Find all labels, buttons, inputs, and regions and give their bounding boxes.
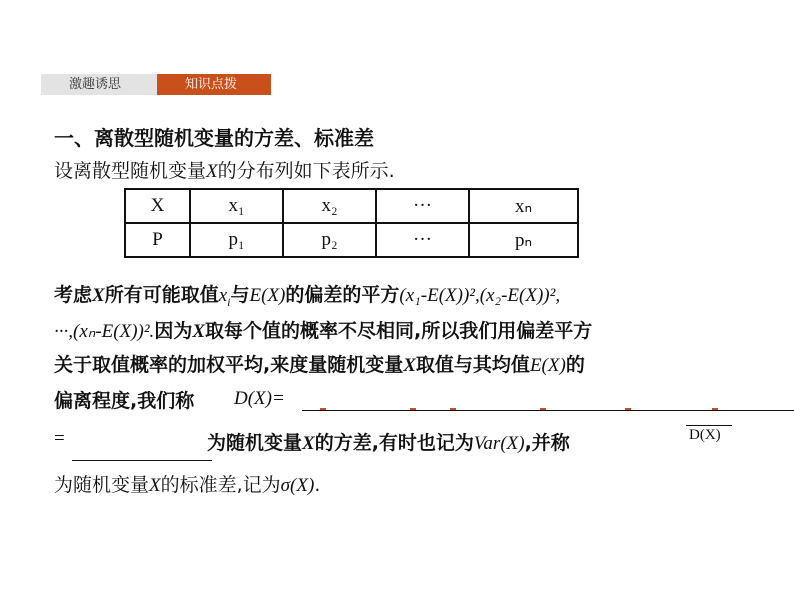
text: X (149, 475, 161, 496)
tab-motivation[interactable]: 激趣诱思 (41, 74, 157, 95)
text: 偏离程度,我们称 (54, 390, 195, 412)
equals-sign: = (54, 428, 65, 449)
variance-label: D(X)= (234, 388, 285, 409)
variance-formula-blank (302, 410, 794, 411)
table-cell: P (125, 223, 190, 257)
tab-knowledge[interactable]: 知识点拨 (157, 74, 271, 95)
table-cell: X (125, 189, 190, 223)
table-cell: x₁ (190, 189, 283, 223)
text: (x₁-E(X))²,(x₂-E(X))², (399, 285, 561, 306)
tab-bar (41, 74, 271, 95)
text: 的方差,有时也记为 (314, 432, 474, 454)
text: . (314, 474, 321, 496)
intro-post: 的分布列如下表所示. (217, 160, 395, 182)
sqrt-radicand: D(X) (689, 427, 721, 443)
faint-mark (410, 408, 416, 410)
text: 与 (230, 284, 250, 306)
text: 因为 (154, 320, 193, 342)
text: X (302, 433, 315, 454)
text: X (403, 355, 416, 376)
intro-pre: 设离散型随机变量 (54, 160, 207, 182)
para-line-1 (54, 280, 560, 310)
faint-mark (450, 408, 456, 410)
text: 取值与其均值 (415, 354, 530, 376)
faint-mark (712, 408, 718, 410)
faint-mark (320, 408, 326, 410)
text: ···,(xₙ-E(X))². (54, 321, 155, 342)
table-cell: ··· (376, 223, 469, 257)
text (218, 285, 231, 309)
para-line-3 (54, 350, 585, 377)
faint-mark (540, 408, 546, 410)
text: E(X) (249, 285, 286, 306)
text: 所有可能取值 (104, 284, 219, 306)
para-line-2 (54, 316, 592, 343)
text: 为随机变量 (207, 432, 303, 454)
table-cell: pₙ (469, 223, 578, 257)
text: X (92, 285, 105, 306)
para-line-6 (54, 470, 320, 497)
variance-expanded-blank (72, 460, 212, 461)
table-cell: p₁ (190, 223, 283, 257)
text: i (227, 294, 231, 309)
distribution-table (124, 188, 579, 258)
text: X (192, 321, 206, 342)
text: 的标准差,记为 (160, 474, 281, 496)
table-row (125, 223, 578, 257)
text: Var(X) (473, 433, 525, 454)
text: σ(X) (280, 475, 315, 496)
faint-mark (625, 408, 631, 410)
text: 考虑 (54, 284, 93, 306)
text: x (218, 285, 228, 306)
text: 取每个值的概率不尽相同,所以我们用偏差平方 (205, 320, 593, 342)
para-line-4 (54, 386, 194, 413)
text: E(X) (529, 355, 566, 376)
text: 为随机变量 (54, 474, 150, 496)
para-line-5 (207, 428, 570, 455)
intro-var: X (206, 161, 218, 182)
text: 的 (565, 354, 585, 376)
text: 的偏差的平方 (285, 284, 400, 306)
table-row (125, 189, 578, 223)
section-heading: 一、离散型随机变量的方差、标准差 (54, 126, 374, 150)
table-cell: p₂ (283, 223, 376, 257)
sqrt-bar (686, 425, 732, 426)
text: ,并称 (524, 432, 570, 454)
text: 关于取值概率的加权平均,来度量随机变量 (54, 354, 404, 376)
table-cell: ··· (376, 189, 469, 223)
table-cell: xₙ (469, 189, 578, 223)
intro-line (54, 156, 395, 183)
table-cell: x₂ (283, 189, 376, 223)
